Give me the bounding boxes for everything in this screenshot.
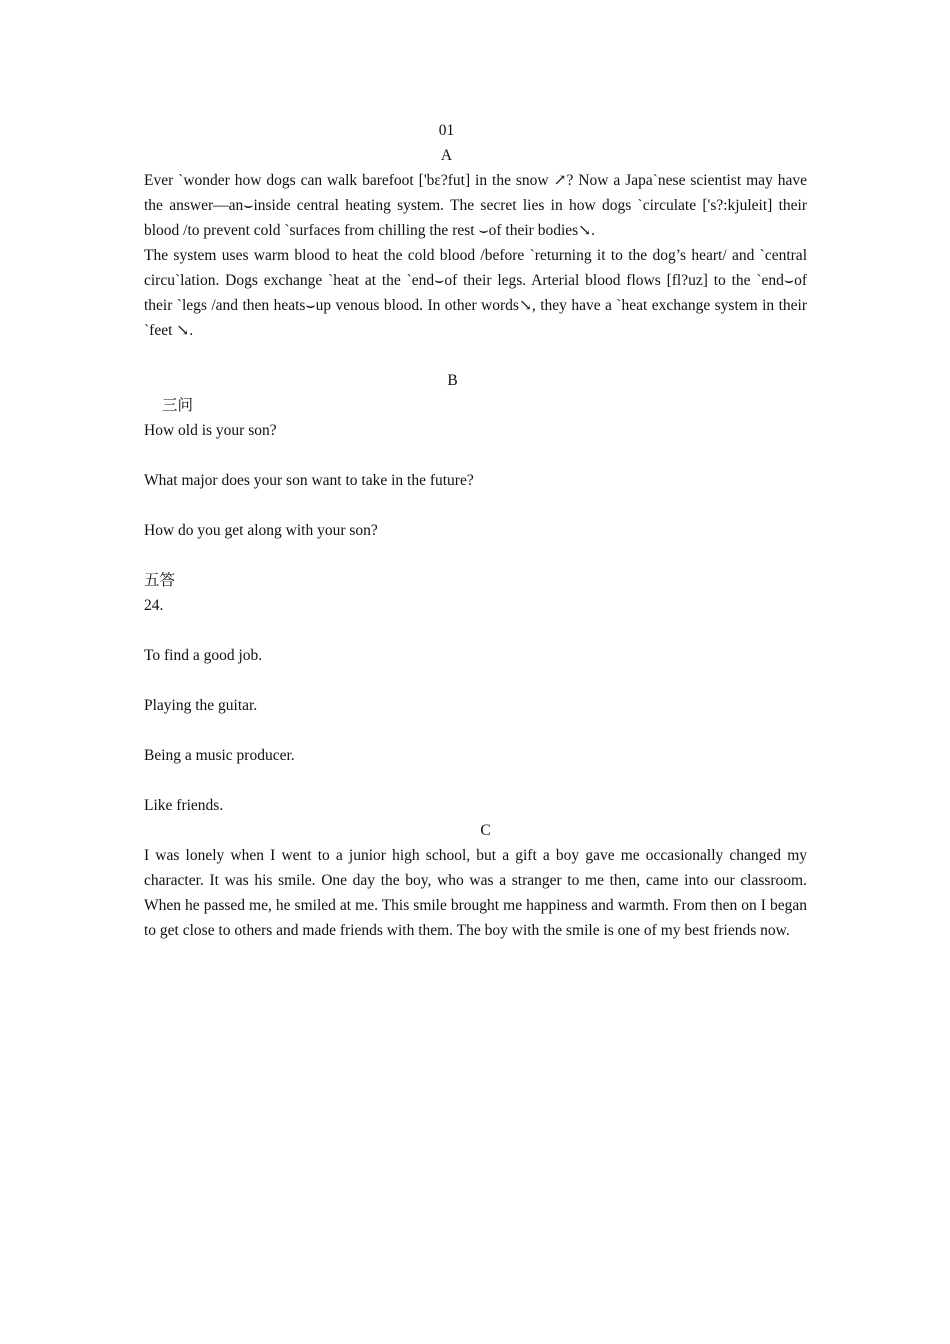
section-number: 01 — [438, 122, 455, 139]
question-number: 24. — [144, 597, 164, 614]
question-item: How old is your son? — [144, 422, 277, 439]
answer-item: Like friends. — [144, 797, 224, 814]
section-c-heading: C — [480, 822, 491, 839]
answer-item: Playing the guitar. — [144, 697, 258, 714]
answer-item: To find a good job. — [144, 647, 263, 664]
question-item: How do you get along with your son? — [144, 522, 378, 539]
section-b-heading: B — [447, 372, 458, 389]
section-c-paragraph: I was lonely when I went to a junior high school, but a gift a boy gave me occasionally changed my character. It was his smile. One day the boy, who was a stranger to me then, came into our classroom. When he passed me, he smiled at me. This smile brought me happiness and warmth. From then on I began to get close to others and made friends with them. The boy with the smile is one of my best friends now. — [144, 847, 807, 939]
answer-item: Being a music producer. — [144, 747, 295, 764]
question-item: What major does your son want to take in the future? — [144, 472, 474, 489]
document-page — [144, 118, 807, 943]
section-b-subheading: 三问 — [162, 397, 194, 414]
section-a-paragraph-2: The system uses warm blood to heat the cold blood /before `returning it to the dog’s heart/ and `central circu`lation. Dogs exchange `heat at the `end⌣of their legs. Arterial blood flows [fl?uz] to the `end⌣of their `legs /and then heats⌣up venous blood. In other words↘, they have a `heat exchange system in their `feet ↘. — [144, 247, 807, 339]
section-a-paragraph-1: Ever `wonder how dogs can walk barefoot ['bɛ?fut] in the snow ↗? Now a Japa`nese scientist may have the answer—an⌣inside central heating system. The secret lies in how dogs `circulate ['s?:kjuleit] their blood /to prevent cold `surfaces from chilling the rest ⌣of their bodies↘. — [144, 172, 807, 239]
answers-heading: 五答 — [144, 572, 176, 589]
section-a-heading: A — [440, 147, 453, 164]
